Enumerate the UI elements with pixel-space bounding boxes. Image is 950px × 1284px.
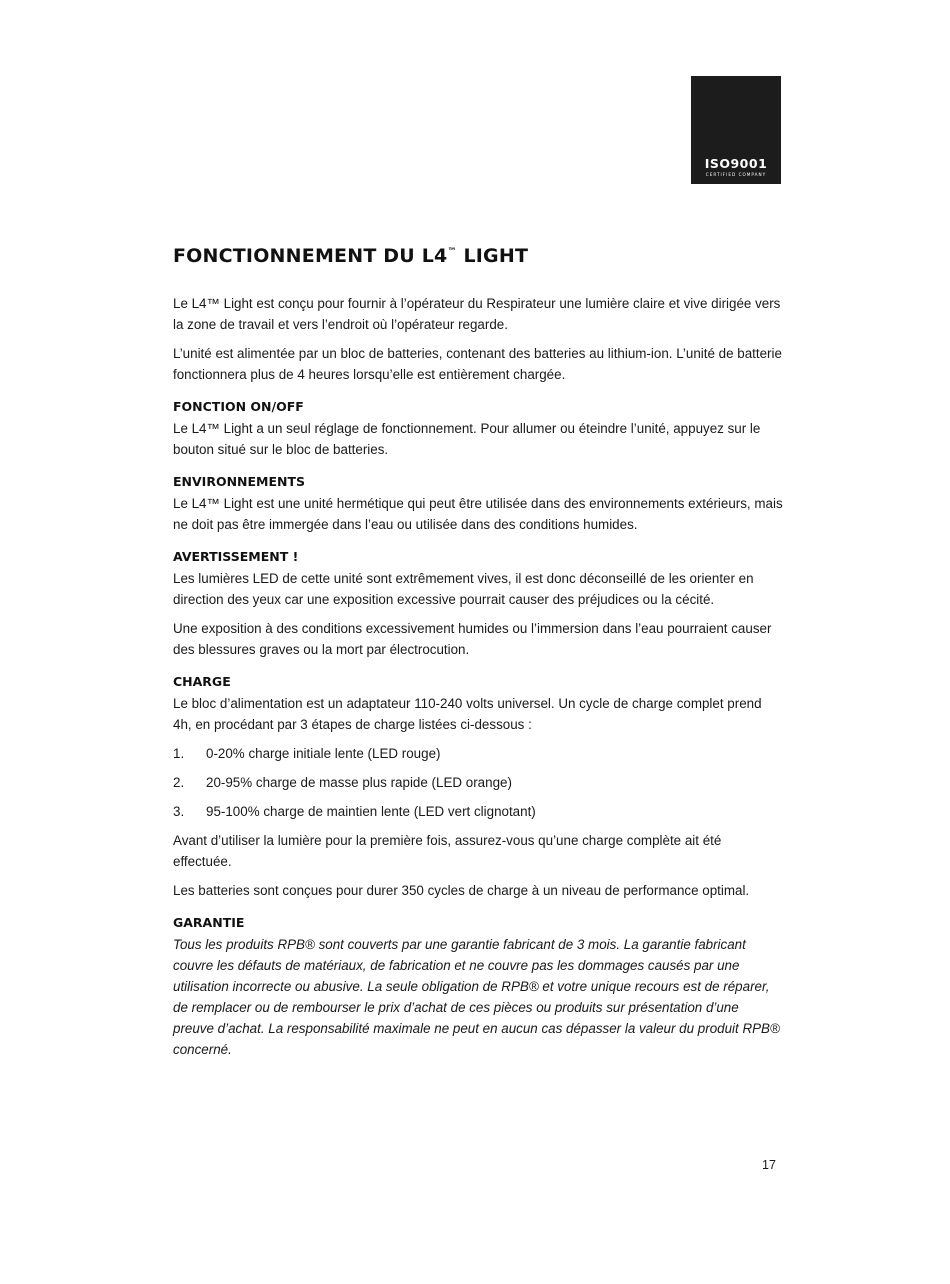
charge-steps-list (173, 743, 783, 822)
charge-note-paragraph-2: Les batteries sont conçues pour durer 350 cycles de charge à un niveau de performance optimal. (173, 883, 750, 898)
section-heading-warning: AVERTISSEMENT ! (173, 549, 299, 564)
iso-badge-sublabel: CERTIFIED COMPANY (705, 172, 767, 177)
page-number: 17 (762, 1158, 776, 1172)
intro-paragraph-2: L’unité est alimentée par un bloc de batteries, contenant des batteries au lithium-ion. L’unité de batterie fonctionnera plus de 4 heures lorsqu’elle est entièrement chargée. (173, 346, 782, 382)
warranty-paragraph: Tous les produits RPB® sont couverts par une garantie fabricant de 3 mois. La garantie fabricant couvre les défauts de matériaux, de fabrication et ne couvre pas les dommages causés par une utilisation incorrecte ou abusive. La seule obligation de RPB® et votre unique recours est de réparer, de remplacer ou de rembourser le prix d’achat de ces pièces ou produits sur présentation d’une preuve d’achat. La responsabilité maximale ne peut en aucun cas dépasser la valeur du produit RPB® concerné. (173, 937, 780, 1057)
list-item: 1. 0-20% charge initiale lente (LED rouge) (173, 746, 441, 761)
iso-certification-badge (691, 76, 781, 184)
page-title: FONCTIONNEMENT DU L4™ LIGHT (173, 245, 529, 267)
section-heading-environments: ENVIRONNEMENTS (173, 474, 306, 489)
iso-badge-label: ISO9001 (704, 156, 768, 171)
warning-paragraph-1: Les lumières LED de cette unité sont extrêmement vives, il est donc déconseillé de les orienter en direction des yeux car une exposition excessive pourrait causer des préjudices ou la cécité. (173, 571, 754, 607)
list-item: 2. 20-95% charge de masse plus rapide (LED orange) (173, 775, 512, 790)
section-heading-charge: CHARGE (173, 674, 231, 689)
charge-intro-paragraph: Le bloc d’alimentation est un adaptateur 110-240 volts universel. Un cycle de charge complet prend 4h, en procédant par 3 étapes de charge listées ci-dessous : (173, 696, 762, 732)
on-off-paragraph: Le L4™ Light a un seul réglage de fonctionnement. Pour allumer ou éteindre l’unité, appuyez sur le bouton situé sur le bloc de batteries. (173, 421, 761, 457)
page-content (173, 245, 783, 1068)
environments-paragraph: Le L4™ Light est une unité hermétique qui peut être utilisée dans des environnements extérieurs, mais ne doit pas être immergée dans l’eau ou utilisée dans des conditions humides. (173, 496, 783, 532)
section-heading-warranty: GARANTIE (173, 915, 245, 930)
intro-paragraph-1: Le L4™ Light est conçu pour fournir à l’opérateur du Respirateur une lumière claire et vive dirigée vers la zone de travail et vers l’endroit où l’opérateur regarde. (173, 296, 781, 332)
section-heading-on-off: FONCTION ON/OFF (173, 399, 304, 414)
list-item: 3. 95-100% charge de maintien lente (LED vert clignotant) (173, 804, 536, 819)
warning-paragraph-2: Une exposition à des conditions excessivement humides ou l’immersion dans l’eau pourraient causer des blessures graves ou la mort par électrocution. (173, 621, 772, 657)
charge-note-paragraph-1: Avant d’utiliser la lumière pour la première fois, assurez-vous qu’une charge complète ait été effectuée. (173, 833, 722, 869)
